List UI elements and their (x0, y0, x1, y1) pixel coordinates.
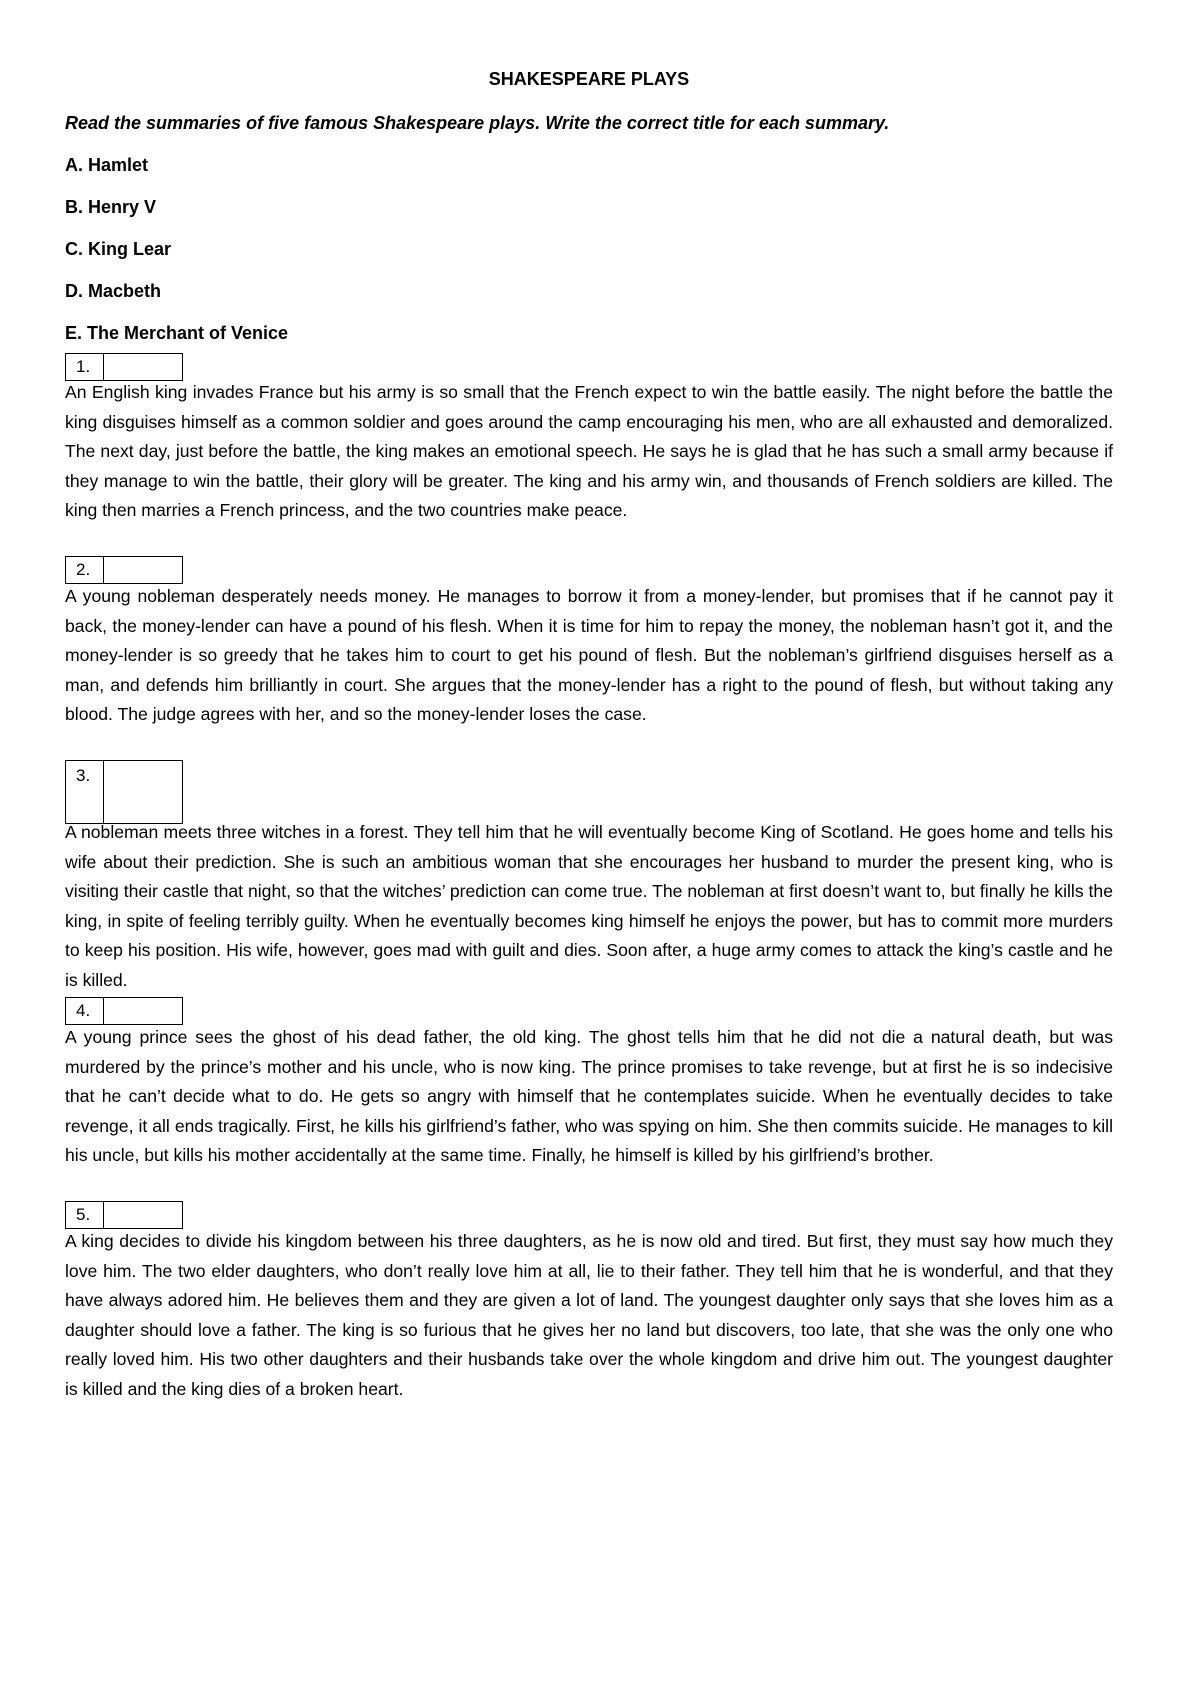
summary-4: A young prince sees the ghost of his dead father, the old king. The ghost tells him that he did not die a natural death, but was murdered by the prince’s mother and his uncle, who is now king. The prince promises to take revenge, but at first he is so indecisive that he can’t decide what to do. He gets so angry with himself that he contemplates suicide. When he eventually decides to take revenge, it all ends tragically. First, he kills his girlfriend’s father, who was spying on him. She then commits suicide. He manages to kill his uncle, but kills his mother accidentally at the same time. Finally, he himself is killed by his girlfriend’s brother. (65, 1027, 1113, 1166)
answer-box-1 (65, 353, 183, 381)
answer-field[interactable] (104, 557, 182, 583)
answer-field[interactable] (104, 354, 182, 380)
option-b: B. Henry V (65, 197, 157, 217)
answer-box-5 (65, 1201, 183, 1229)
option-e: E. The Merchant of Venice (65, 323, 289, 343)
item-number: 4. (66, 998, 104, 1024)
option-c: C. King Lear (65, 239, 172, 259)
option-d: D. Macbeth (65, 281, 162, 301)
page-title: SHAKESPEARE PLAYS (488, 69, 690, 89)
summary-2: A young nobleman desperately needs money. He manages to borrow it from a money-lender, but promises that if he cannot pay it back, the money-lender can have a pound of his flesh. When it is time for him to repay the money, the nobleman hasn’t got it, and the money-lender is so greedy that he takes him to court to get his pound of flesh. But the nobleman’s girlfriend disguises herself as a man, and defends him brilliantly in court. She argues that the money-lender has a right to the pound of flesh, but without taking any blood. The judge agrees with her, and so the money-lender loses the case. (65, 586, 1113, 725)
summary-3: A nobleman meets three witches in a forest. They tell him that he will eventually become King of Scotland. He goes home and tells his wife about their prediction. She is such an ambitious woman that she encourages her husband to murder the present king, who is visiting their castle that night, so that the witches’ prediction can come true. The nobleman at first doesn’t want to, but finally he kills the king, in spite of feeling terribly guilty. When he eventually becomes king himself he enjoys the power, but has to commit more murders to keep his position. His wife, however, goes mad with guilt and dies. Soon after, a huge army comes to attack the king’s castle and he is killed. (65, 822, 1113, 990)
answer-field[interactable] (104, 761, 182, 823)
item-number: 2. (66, 557, 104, 583)
answer-box-2 (65, 556, 183, 584)
answer-field[interactable] (104, 998, 182, 1024)
summary-1: An English king invades France but his army is so small that the French expect to win the battle easily. The night before the battle the king disguises himself as a common soldier and goes around the camp encouraging his men, who are all exhausted and demoralized. The next day, just before the battle, the king makes an emotional speech. He says he is glad that he has such a small army because if they manage to win the battle, their glory will be greater. The king and his army win, and thousands of French soldiers are killed. The king then marries a French princess, and the two countries make peace. (65, 382, 1113, 521)
item-number: 3. (66, 761, 104, 823)
summary-5: A king decides to divide his kingdom between his three daughters, as he is now old and tired. But first, they must say how much they love him. The two elder daughters, who don’t really love him at all, lie to their father. They tell him that he is wonderful, and that they have always adored him. He believes them and they are given a lot of land. The youngest daughter only says that she loves him as a daughter should love a father. The king is so furious that he gives her no land but discovers, too late, that she was the only one who really loved him. His two other daughters and their husbands take over the whole kingdom and drive him out. The youngest daughter is killed and the king dies of a broken heart. (65, 1231, 1113, 1399)
answer-box-4 (65, 997, 183, 1025)
instructions: Read the summaries of five famous Shakespeare plays. Write the correct title for each summary. (65, 113, 890, 133)
item-number: 1. (66, 354, 104, 380)
answer-box-3 (65, 760, 183, 824)
option-a: A. Hamlet (65, 155, 149, 175)
item-number: 5. (66, 1202, 104, 1228)
answer-field[interactable] (104, 1202, 182, 1228)
